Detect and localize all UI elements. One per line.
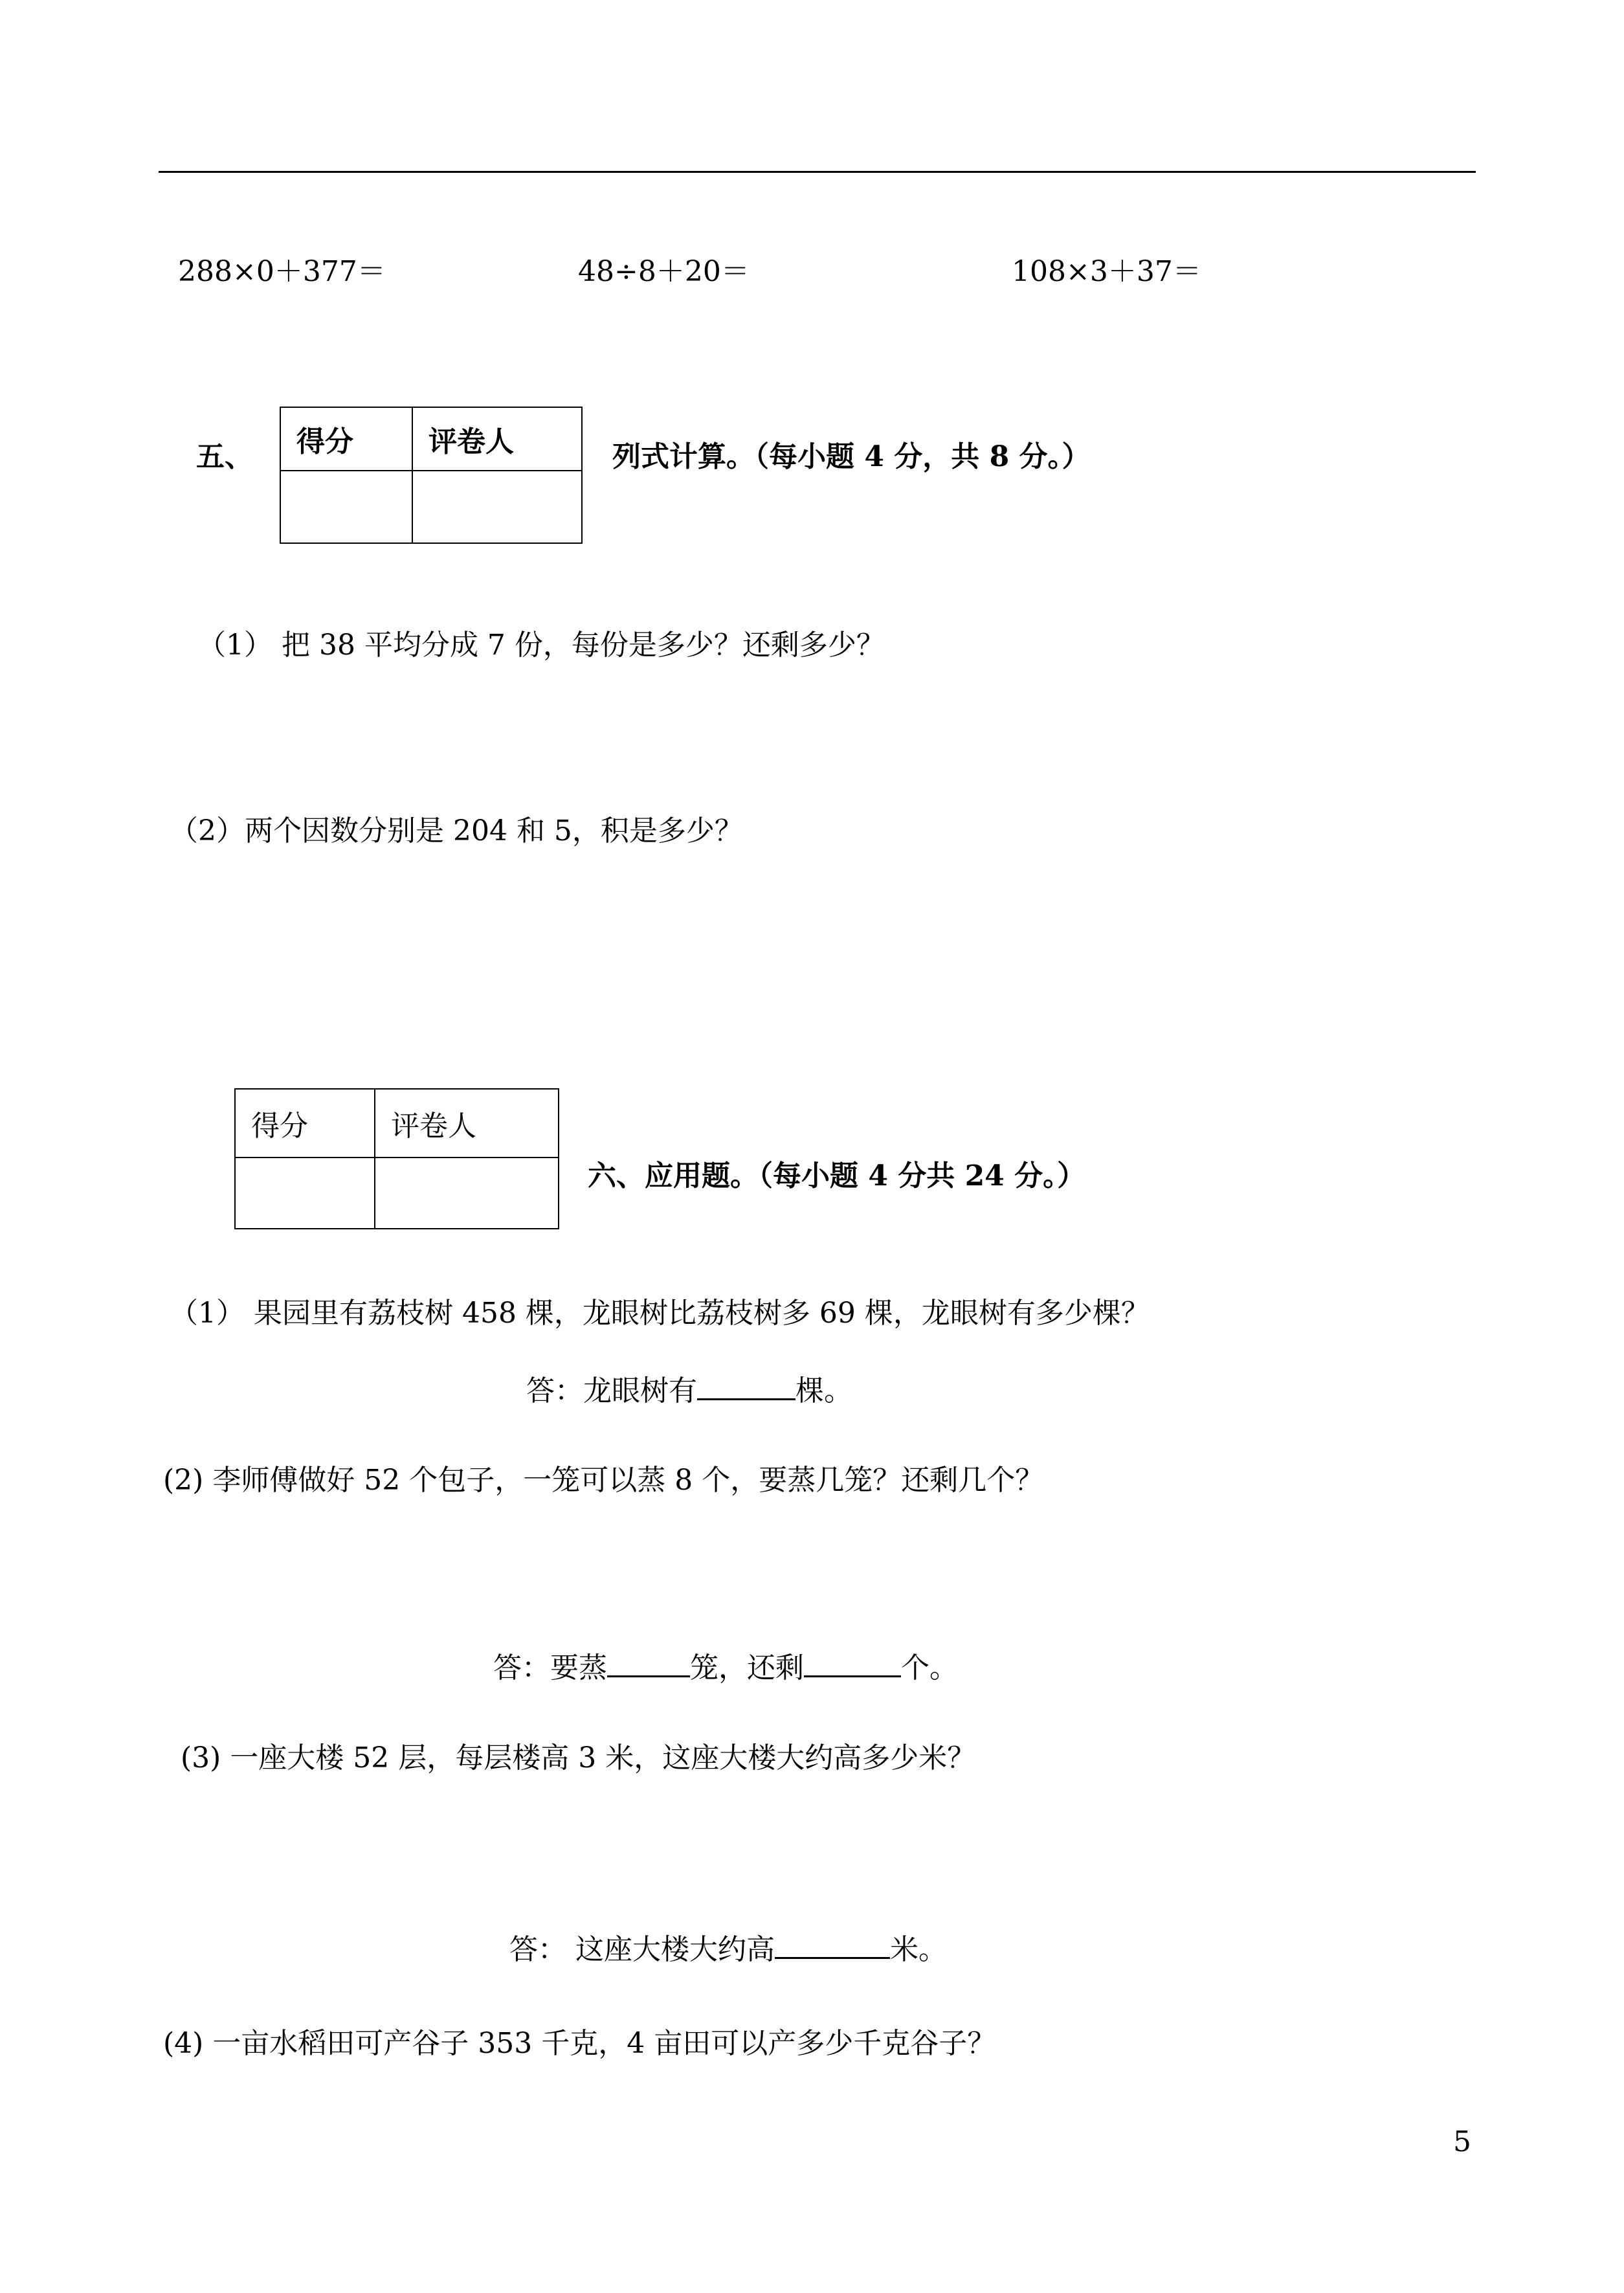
equation-1: 288×0＋377＝ (178, 255, 386, 288)
answer-suffix: 个。 (901, 1651, 958, 1684)
page-number: 5 (1453, 2125, 1471, 2158)
section5-score-table (280, 407, 583, 544)
equation-3: 108×3＋37＝ (1012, 255, 1201, 288)
grader-label: 评卷人 (375, 1089, 559, 1158)
answer-blank[interactable] (775, 1931, 890, 1959)
answer-suffix: 米。 (890, 1933, 947, 1966)
section5-title: 列式计算。（每小题 4 分，共 8 分。） (612, 440, 1091, 473)
equation-2: 48÷8＋20＝ (578, 255, 750, 288)
section6-question-1: （1） 果园里有荔枝树 458 棵，龙眼树比荔枝树多 69 棵，龙眼树有多少棵？ (170, 1297, 1150, 1330)
score-label: 得分 (235, 1089, 375, 1158)
section6-title: 六、应用题。（每小题 4 分共 24 分。） (588, 1159, 1086, 1192)
answer-line-1 (526, 1372, 852, 1405)
section6-question-4: (4) 一亩水稻田可产谷子 353 千克，4 亩田可以产多少千克谷子？ (163, 2027, 996, 2060)
answer-line-2 (493, 1650, 958, 1683)
grader-cell[interactable] (412, 471, 582, 543)
answer-middle: 笼，还剩 (690, 1651, 804, 1684)
answer-blank-2[interactable] (804, 1650, 901, 1677)
answer-blank-1[interactable] (607, 1650, 690, 1677)
section5-number: 五、 (196, 440, 253, 473)
section6-question-2: (2) 李师傅做好 52 个包子，一笼可以蒸 8 个，要蒸几笼？还剩几个？ (163, 1464, 1044, 1497)
answer-prefix: 答： 这座大楼大约高 (509, 1933, 775, 1966)
header-rule (159, 171, 1476, 173)
score-cell[interactable] (235, 1158, 375, 1229)
section5-question-2: （2）两个因数分别是 204 和 5，积是多少？ (170, 814, 743, 847)
answer-prefix: 答：要蒸 (493, 1651, 607, 1684)
grader-label: 评卷人 (412, 407, 582, 471)
section6-question-3: (3) 一座大楼 52 层，每层楼高 3 米，这座大楼大约高多少米？ (181, 1741, 976, 1774)
answer-suffix: 棵。 (795, 1374, 852, 1407)
score-label: 得分 (280, 407, 412, 471)
answer-blank[interactable] (697, 1372, 795, 1400)
score-cell[interactable] (280, 471, 412, 543)
answer-prefix: 答：龙眼树有 (526, 1374, 697, 1407)
section6-score-table (234, 1088, 559, 1229)
grader-cell[interactable] (375, 1158, 559, 1229)
answer-line-3 (509, 1931, 947, 1964)
section5-question-1: （1） 把 38 平均分成 7 份，每份是多少？还剩多少？ (197, 629, 885, 662)
